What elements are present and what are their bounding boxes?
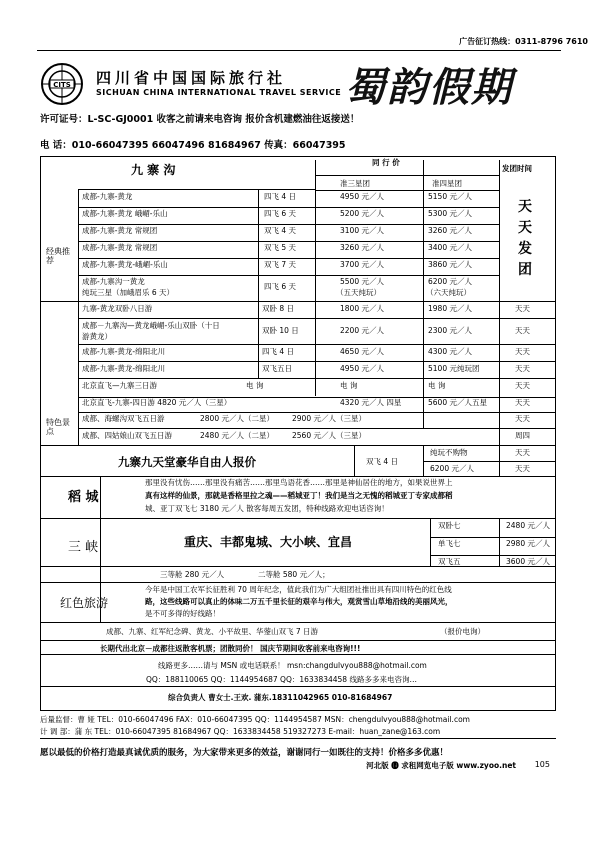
sanxia-label: 三 峡 [68, 540, 99, 555]
grid-vline [430, 518, 431, 566]
red-line1: 今年是中国工农军长征胜利 70 周年纪念，值此我们为广大组团社推出具有四川特色的红色线 [145, 585, 452, 594]
sanxia-opt-price: 2480 元／人 [506, 521, 550, 530]
three-star-header: 准三星团 [340, 179, 370, 188]
special-route: 北京直飞—九寨三日游 [82, 381, 157, 390]
row2-price3: 2200 元／人 [340, 326, 384, 335]
row-price3: 3260 元／人 [340, 243, 384, 252]
red-route: 成都、九寨、红军纪念碑、黄龙、小平故里、华蓥山双飞 7 日游 [106, 627, 319, 636]
special-mid: 2480 元／人（二星） [200, 431, 274, 440]
footer-source: 河北版 ⓮ 求租网览电子版 www.zyoo.net [366, 761, 516, 770]
special-route: 成都、海螺沟双飞五日游 [82, 414, 165, 423]
row2-days: 双卧 10 日 [262, 326, 299, 335]
grid-vline [315, 160, 316, 378]
more-line1: 线路更多……请与 MSN 或电话联系！ msn:changdulvyou888@hotmail.com [158, 661, 427, 670]
row2-price3: 4650 元／人 [340, 347, 384, 356]
row2-days: 双飞五日 [262, 364, 292, 373]
daocheng-line3: 城、亚丁双飞七 3180 元／人 散客每周五发团，特种线路欢迎电话咨询！ [145, 504, 389, 513]
free-tour-opt2: 6200 元／人 [430, 464, 474, 473]
grid-hline [78, 189, 315, 190]
row-price3: 4950 元／人 [340, 192, 384, 201]
row2-price3: 4950 元／人 [340, 364, 384, 373]
row2-depart: 天天 [515, 347, 530, 356]
row-price3: 5500 元／人 [340, 277, 384, 286]
more-line2: QQ：188110065 QQ：1144954687 QQ：1633834458 线路多多来电咨询… [146, 675, 417, 684]
special-price3: 4320 元／人 四星 [340, 398, 402, 407]
license-line: 许可证号：L-SC-GJ0001 收客之前请来电咨询 报价含机建燃油往返接送！ [40, 114, 360, 125]
row-price4: 3400 元／人 [428, 243, 472, 252]
grid-vline [499, 445, 500, 476]
footer-slogan: 愿以最低的价格打造最真诚优质的服务，为大家带来更多的效益，谢谢同行一如既往的支持！价格多多优惠！ [40, 748, 449, 758]
footer-line2: 计 调 部：蒲 东 TEL：010-66047395 81684967 QQ：1633834458 519327273 E-mail：huan_zane@163.com [40, 727, 441, 736]
row-route: 成都-九寨沟一黄龙 [82, 277, 145, 286]
row-price4: 6200 元／人 [428, 277, 472, 286]
special-price3: 2560 元／人（三星） [292, 431, 366, 440]
header-rule [37, 50, 561, 51]
grid-hline [78, 207, 499, 208]
row-days: 双飞 7 天 [264, 260, 297, 269]
grid-hline [78, 258, 499, 259]
row-price3: 3100 元／人 [340, 226, 384, 235]
special-price3: 2900 元／人（三星） [292, 414, 366, 423]
special-price3: 电 询 [340, 381, 358, 390]
brand-title: 蜀韵假期 [345, 64, 513, 111]
bottom-rule [40, 738, 556, 739]
special-route: 成都、四姑娘山双飞五日游 [82, 431, 172, 440]
grid-hline [78, 428, 556, 429]
sanxia-cabin2: 二等舱 580 元／人； [258, 570, 330, 579]
row2-route: 成都－九寨沟—黄龙峨嵋-乐山双卧（十日 [82, 321, 220, 330]
row2-depart: 天天 [515, 304, 530, 313]
special-label: 特色景点 [46, 418, 70, 437]
row-route: 成都-九寨-黄龙 [82, 192, 133, 201]
grid-hline [78, 344, 556, 345]
grid-hline [78, 412, 556, 413]
classic-depart: 天天发团 [518, 199, 532, 278]
page-number: 105 [534, 760, 550, 769]
grid-hline [78, 378, 556, 379]
sanxia-opt-price: 2980 元／人 [506, 539, 550, 548]
free-tour-opt1: 纯玩不购物 [430, 448, 468, 457]
row-price4: 3860 元／人 [428, 260, 472, 269]
row-route: 成都-九寨-黄龙-峨嵋-乐山 [82, 260, 168, 269]
special-depart: 天天 [515, 398, 530, 407]
row2-route2: 游黄龙） [82, 332, 112, 341]
grid-hline [40, 301, 556, 302]
contact-line: 综合负责人 曹女士.王欢. 蒲东.18311042965 010-81684967 [168, 693, 393, 702]
sanxia-opt-name: 双飞五 [438, 557, 461, 566]
grid-hline [78, 318, 556, 319]
row-price4b: （六天纯玩） [426, 288, 471, 297]
grid-hline [78, 275, 499, 276]
special-depart: 天天 [515, 381, 530, 390]
grid-hline [40, 445, 556, 446]
notice-line: 长期代出北京－成都往返散客机票；团散同价！ 国庆节期间收客前来电咨询!!! [100, 644, 361, 653]
red-label: 红色旅游 [60, 596, 109, 610]
phone-line: 电 话：010-66047395 66047496 81684967 传真：66047395 [40, 140, 346, 151]
grid-hline [40, 566, 556, 567]
row-price4: 5150 元／人 [428, 192, 472, 201]
row-route: 成都-九寨-黄龙 常规团 [82, 226, 158, 235]
grid-vline [258, 190, 259, 378]
four-star-header: 准四星团 [432, 179, 462, 188]
company-cn-name: 四川省中国国际旅行社 [96, 69, 287, 87]
row2-price4: 2300 元／人 [428, 326, 472, 335]
grid-hline [78, 361, 556, 362]
sanxia-opt-price: 3600 元／人 [506, 557, 550, 566]
special-depart: 周四 [515, 431, 530, 440]
red-line2: 路，这些线路可以真止的体味二万五千里长征的艰辛与伟大，观赏雪山草地沿线的美丽风光， [145, 597, 453, 606]
grid-hline [78, 224, 499, 225]
row-route2: 纯玩三星（加峨眉乐 6 天） [82, 288, 175, 297]
row-days: 双飞 5 天 [264, 243, 297, 252]
grid-hline [40, 640, 556, 641]
grid-hline [430, 537, 556, 538]
special-price4: 电 询 [428, 381, 446, 390]
row2-price3: 1800 元／人 [340, 304, 384, 313]
special-price4: 5600 元／人五星 [428, 398, 487, 407]
row2-route: 九寨-黄龙双卧八日游 [82, 304, 153, 313]
grid-hline [40, 518, 556, 519]
row-price3b: （五天纯玩） [336, 288, 381, 297]
special-depart: 天天 [515, 414, 530, 423]
sanxia-opt-name: 双卧七 [438, 521, 461, 530]
cits-logo-icon [40, 62, 84, 106]
row2-depart: 天天 [515, 364, 530, 373]
red-line3: 是不可多得的好线路！ [145, 609, 220, 618]
grid-vline [315, 378, 316, 396]
row-price4: 3260 元／人 [428, 226, 472, 235]
special-mid: 2800 元／人（二星） [200, 414, 274, 423]
footer-line1: 后量监督：曹 娅 TEL：010-66047496 FAX：010-66047395 QQ：1144954587 MSN：chengdulvyou888@hotmail.com [40, 715, 470, 724]
grid-hline [430, 555, 556, 556]
grid-hline [40, 654, 556, 655]
row2-days: 双卧 8 日 [262, 304, 295, 313]
special-route: 北京直飞-九寨-四日游 4820 元／人（三星） [82, 398, 232, 407]
logo-text: CITS [53, 81, 71, 89]
grid-hline [315, 190, 499, 191]
row-days: 四飞 6 天 [264, 209, 297, 218]
depart-header: 发团时间 [502, 164, 532, 173]
grid-hline [40, 622, 556, 623]
free-tour-days: 双飞 4 日 [366, 457, 399, 466]
row-days: 四飞 6 天 [264, 282, 297, 291]
special-mid: 电 询 [246, 381, 264, 390]
free-tour-dep1: 天天 [515, 448, 530, 457]
grid-vline [499, 518, 500, 566]
daocheng-line1: 那里没有忧伤……那里没有痛苦……那里鸟语花香……那里是神仙居住的地方，如果说世界上 [145, 478, 453, 487]
row-days: 四飞 4 日 [264, 192, 297, 201]
row-route: 成都-九寨-黄龙 常规团 [82, 243, 158, 252]
classic-label: 经典推荐 [46, 247, 70, 266]
ad-hotline: 广告征订热线：0311-8796 7610 [459, 37, 588, 46]
grid-hline [423, 461, 556, 462]
row-price4: 5300 元／人 [428, 209, 472, 218]
grid-hline [40, 582, 556, 583]
grid-vline [423, 160, 424, 378]
free-tour-title: 九寨九天堂豪华自由人报价 [118, 455, 256, 469]
grid-vline [499, 160, 500, 445]
row-route: 成都-九寨-黄龙 峨嵋-乐山 [82, 209, 168, 218]
row2-price4: 5100 元纯玩团 [428, 364, 480, 373]
free-tour-dep2: 天天 [515, 464, 530, 473]
company-en-name: SICHUAN CHINA INTERNATIONAL TRAVEL SERVICE [96, 88, 342, 97]
grid-vline [423, 445, 424, 476]
daocheng-line2: 真有这样的仙景，那就是香格里拉之魂——稻城亚丁！我们是当之无愧的稻城亚丁专家成都稻 [145, 491, 453, 500]
row-price3: 3700 元／人 [340, 260, 384, 269]
sanxia-title: 重庆、丰都鬼城、大小峡、宜昌 [184, 535, 353, 549]
grid-hline [40, 686, 556, 687]
grid-vline [354, 445, 355, 476]
daocheng-label: 稻 城 [68, 490, 99, 505]
red-price: （报价电询） [440, 627, 485, 636]
grid-hline [315, 175, 499, 176]
sanxia-cabin: 三等舱 280 元／人 [160, 570, 225, 579]
grid-hline [40, 476, 556, 477]
row2-route: 成都-九寨-黄龙-绵阳北川 [82, 364, 166, 373]
row-price3: 5200 元／人 [340, 209, 384, 218]
grid-vline [78, 190, 79, 445]
grid-hline [78, 241, 499, 242]
row2-route: 成都-九寨-黄龙-绵阳北川 [82, 347, 166, 356]
row2-price4: 1980 元／人 [428, 304, 472, 313]
row2-depart: 天天 [515, 326, 530, 335]
same-price-header: 同 行 价 [372, 158, 400, 167]
row2-price4: 4300 元／人 [428, 347, 472, 356]
sanxia-opt-name: 单飞七 [438, 539, 461, 548]
grid-vline [423, 378, 424, 428]
row-days: 双飞 4 天 [264, 226, 297, 235]
row2-days: 四飞 4 日 [262, 347, 295, 356]
table-title: 九 寨 沟 [131, 163, 176, 177]
